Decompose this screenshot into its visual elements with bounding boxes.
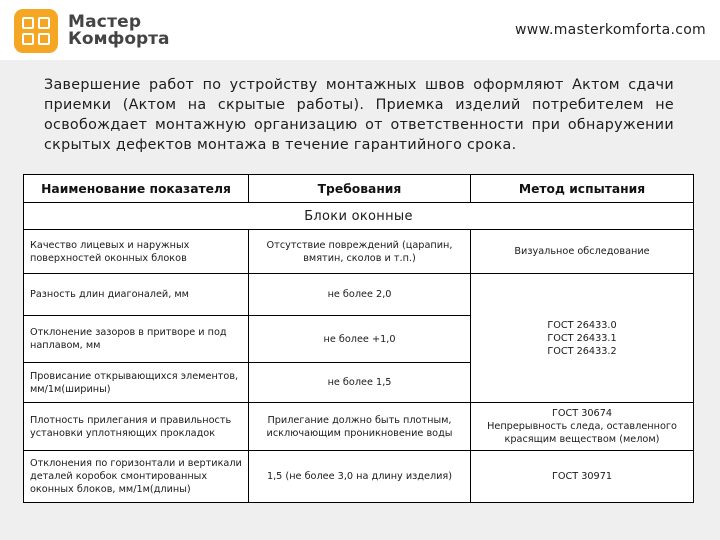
page-header (0, 0, 720, 60)
indicator-name-cell: Отклонение зазоров в притворе и под наплавом, мм (24, 316, 249, 363)
column-header-name: Наименование показателя (24, 175, 249, 203)
method-cell: ГОСТ 30971 (471, 451, 694, 503)
logo-line2: Комфорта (68, 29, 170, 49)
method-line: красящим веществом (мелом) (504, 434, 660, 445)
window-logo-icon (14, 9, 58, 53)
requirements-table (23, 174, 694, 503)
indicator-name-cell: Отклонения по горизонтали и вертикали деталей коробок смонтированных оконных блоков, мм/1м(длины) (24, 451, 249, 503)
indicator-name-cell: Плотность прилегания и правильность установки уплотняющих прокладок (24, 403, 249, 451)
indicator-name-cell: Качество лицевых и наружных поверхностей оконных блоков (24, 230, 249, 274)
indicator-name-cell: Провисание открывающихся элементов, мм/1м(ширины) (24, 363, 249, 403)
requirement-cell: не более +1,0 (249, 316, 471, 363)
method-line: ГОСТ 26433.1 (547, 332, 617, 344)
table-row (24, 230, 694, 274)
method-line: ГОСТ 30674 (551, 408, 613, 419)
method-cell (471, 403, 694, 451)
table-header-row (24, 175, 694, 203)
requirement-cell: 1,5 (не более 3,0 на длину изделия) (249, 451, 471, 503)
intro-paragraph: Завершение работ по устройству монтажных швов оформляют Актом сдачи приемки (Актом на скрытые работы). Приемка изделий потребителем не освобождает монтажную организацию от ответственности при обнаружении скрытых дефектов монтажа в течение гарантийного срока. (44, 77, 674, 153)
logo-line1: Мастер (68, 12, 142, 32)
requirement-cell: Прилегание должно быть плотным, исключающим проникновение воды (249, 403, 471, 451)
column-header-method: Метод испытания (471, 175, 694, 203)
slide-content (0, 60, 720, 540)
indicator-name-cell: Разность длин диагоналей, мм (24, 274, 249, 316)
site-url-link[interactable]: www.masterkomforta.com (515, 22, 706, 38)
brand-logo[interactable] (14, 9, 170, 53)
method-line: Непрерывность следа, оставленного (487, 421, 677, 432)
column-header-requirements: Требования (249, 175, 471, 203)
logo-text (68, 14, 170, 48)
requirement-cell: не более 1,5 (249, 363, 471, 403)
method-cell-gost-26433 (471, 274, 694, 403)
table-row (24, 451, 694, 503)
method-line: ГОСТ 26433.2 (547, 345, 617, 357)
table-row (24, 274, 694, 316)
method-line: ГОСТ 26433.0 (547, 319, 617, 331)
section-title: Блоки оконные (24, 203, 694, 230)
section-row (24, 203, 694, 230)
requirement-cell: Отсутствие повреждений (царапин, вмятин, сколов и т.п.) (249, 230, 471, 274)
method-cell: Визуальное обследование (471, 230, 694, 274)
table-row (24, 403, 694, 451)
requirement-cell: не более 2,0 (249, 274, 471, 316)
